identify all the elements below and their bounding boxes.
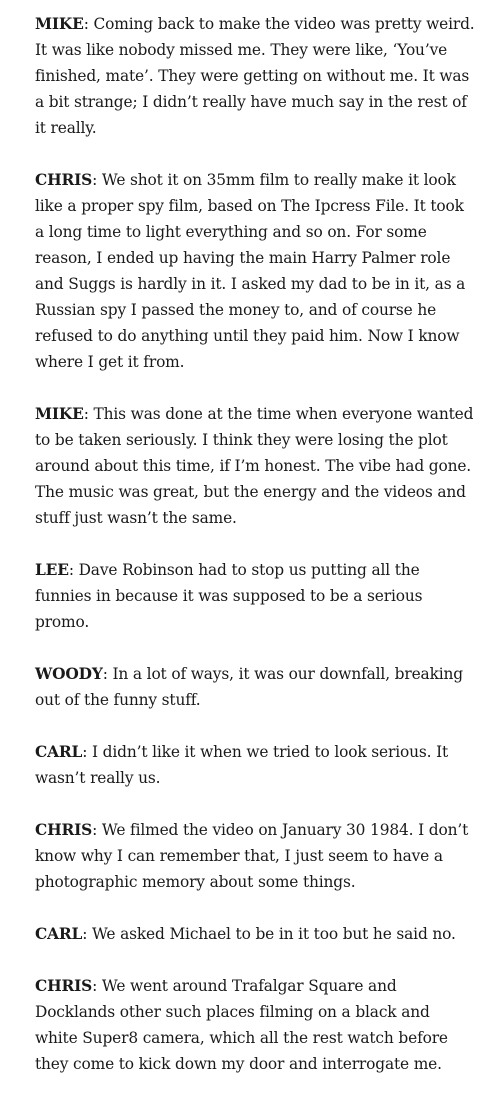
speaker-name: CARL: [35, 743, 83, 761]
quote-text: : We shot it on 35mm film to really make it look like a proper spy film, based on The Ipcress File. It took a long time to light everything and so on. For some reason, I ended up having the main Harry Palmer role and Suggs is hardly in it. I asked my dad to be in it, as a Russian spy I passed the money to, and of course he refused to do anything until they paid him. Now I know where I get it from.: [35, 171, 466, 371]
quote-text: : This was done at the time when everyone wanted to be taken seriously. I think they were losing the plot around about this time, if I’m honest. The vibe had gone. The music was great, but the energy and the videos and stuff just wasn’t the same.: [35, 405, 474, 527]
quote-paragraph: [35, 739, 475, 791]
speaker-name: MIKE: [35, 15, 84, 33]
speaker-name: CARL: [35, 925, 83, 943]
quote-text: : Dave Robinson had to stop us putting all the funnies in because it was supposed to be a serious promo.: [35, 561, 423, 631]
quote-paragraph: [35, 817, 475, 895]
quote-text: : I didn’t like it when we tried to look serious. It wasn’t really us.: [35, 743, 449, 787]
quote-paragraph: [35, 167, 475, 375]
quote-text: : Coming back to make the video was pretty weird. It was like nobody missed me. They were like, ‘You’ve finished, mate’. They were getting on without me. It was a bit strange; I didn’t really have much say in the rest of it really.: [35, 15, 475, 137]
quote-paragraph: [35, 921, 475, 947]
speaker-name: MIKE: [35, 405, 84, 423]
quote-text: : We went around Trafalgar Square and Docklands other such places filming on a black and white Super8 camera, which all the rest watch before they come to kick down my door and interrogate me.: [35, 977, 448, 1073]
speaker-name: CHRIS: [35, 821, 93, 839]
article-body: [35, 11, 475, 1103]
quote-text: : In a lot of ways, it was our downfall, breaking out of the funny stuff.: [35, 665, 463, 709]
quote-paragraph: [35, 11, 475, 141]
speaker-name: CHRIS: [35, 171, 93, 189]
quote-paragraph: [35, 973, 475, 1077]
quote-paragraph: [35, 557, 475, 635]
quote-paragraph: [35, 661, 475, 713]
speaker-name: CHRIS: [35, 977, 93, 995]
speaker-name: WOODY: [35, 665, 103, 683]
quote-text: : We filmed the video on January 30 1984. I don’t know why I can remember that, I just seem to have a photographic memory about some things.: [35, 821, 469, 891]
quote-paragraph: [35, 401, 475, 531]
speaker-name: LEE: [35, 561, 69, 579]
quote-text: : We asked Michael to be in it too but he said no.: [82, 925, 456, 943]
